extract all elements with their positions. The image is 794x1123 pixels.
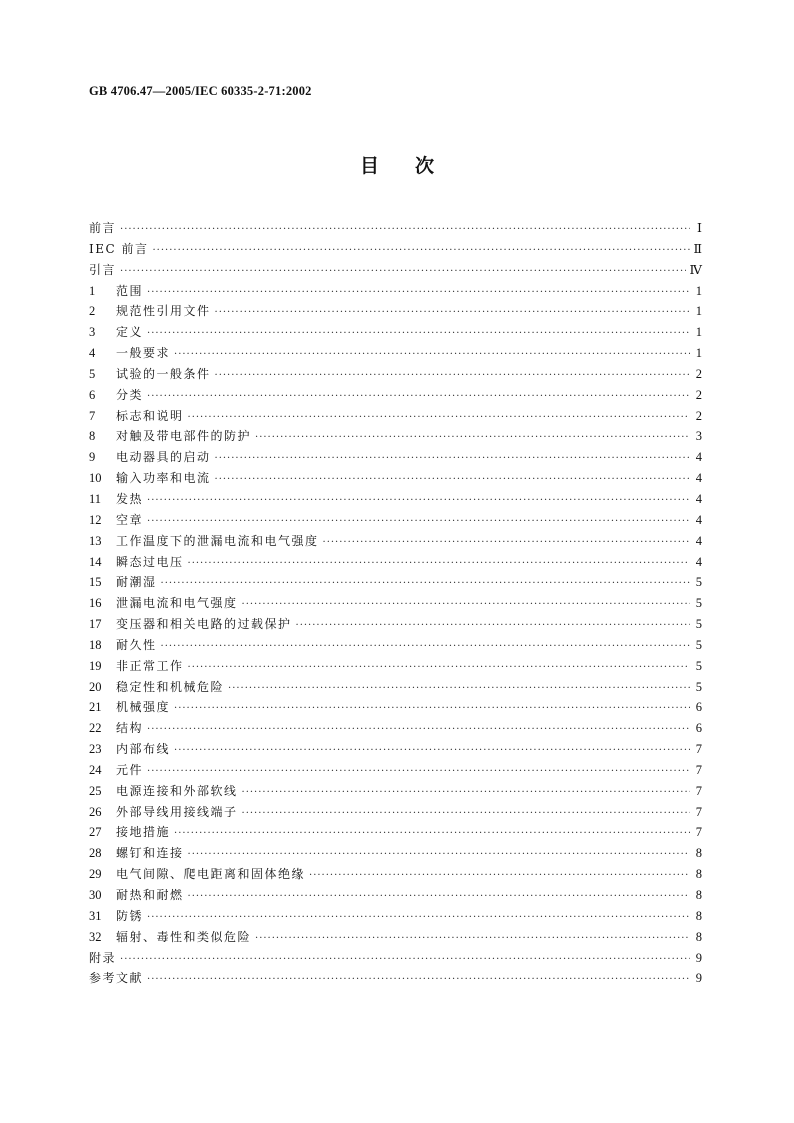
toc-entry-number: 31	[89, 908, 102, 923]
toc-entry-page: 1	[695, 325, 702, 340]
toc-entry-number: 14	[89, 554, 102, 569]
toc-entry[interactable]	[89, 781, 702, 802]
toc-entry-title: 辐射、毒性和类似危险	[116, 929, 252, 944]
toc-entry-page: 9	[695, 950, 702, 965]
toc-entry-number: 26	[89, 804, 102, 819]
toc-entry[interactable]	[89, 260, 702, 281]
toc-entry-title: 规范性引用文件	[116, 304, 211, 319]
toc-entry-title: 引言	[89, 262, 117, 277]
toc-entry-number: 13	[89, 533, 102, 548]
toc-leader-dots	[147, 491, 690, 512]
toc-entry-number: 10	[89, 471, 102, 486]
toc-entry-page: 8	[695, 908, 702, 923]
toc-entry-title: 内部布线	[116, 742, 171, 757]
toc-leader-dots	[215, 303, 690, 324]
toc-entry-page: 7	[695, 742, 702, 757]
toc-leader-dots	[242, 595, 690, 616]
toc-leader-dots	[242, 804, 690, 825]
toc-entry[interactable]	[89, 531, 702, 552]
toc-entry-page: 4	[695, 450, 702, 465]
toc-entry-title: 耐热和耐燃	[116, 888, 184, 902]
toc-entry-title: 耐潮湿	[116, 575, 157, 590]
toc-entry-title: 接地措施	[116, 825, 171, 840]
toc-entry-title: 空章	[116, 512, 144, 527]
toc-entry-title: 试验的一般条件	[116, 366, 211, 381]
toc-entry-number: 7	[89, 408, 96, 423]
toc-entry-page: 1	[695, 304, 702, 319]
toc-entry[interactable]	[89, 718, 702, 739]
toc-entry-title: 稳定性和机械危险	[116, 679, 225, 694]
toc-entry-number: 23	[89, 742, 102, 757]
toc-entry-number: 29	[89, 867, 102, 882]
toc-entry[interactable]	[89, 906, 702, 927]
toc-entry-title: 电源连接和外部软线	[116, 783, 238, 798]
toc-entry-title: 电气间隙、爬电距离和固体绝缘	[116, 867, 306, 882]
table-of-contents	[89, 218, 702, 989]
toc-leader-dots	[147, 908, 690, 929]
toc-leader-dots	[323, 533, 690, 554]
toc-leader-dots	[215, 449, 690, 470]
toc-entry-number: 1	[89, 283, 96, 298]
toc-entry-page: 8	[695, 929, 702, 944]
toc-entry-page: 9	[695, 971, 702, 986]
toc-entry-title: 附录	[89, 950, 117, 965]
toc-leader-dots	[242, 783, 690, 804]
toc-entry[interactable]	[89, 364, 702, 385]
toc-entry-page: 4	[695, 471, 702, 486]
toc-entry-number: 28	[89, 846, 102, 861]
toc-entry-title: 分类	[116, 387, 144, 402]
toc-leader-dots	[147, 324, 690, 345]
toc-entry-title: 泄漏电流和电气强度	[116, 596, 238, 611]
toc-entry-page: 7	[695, 762, 702, 777]
toc-entry-number: 22	[89, 721, 102, 736]
toc-entry[interactable]	[89, 760, 702, 781]
toc-entry-page: 8	[695, 846, 702, 861]
toc-leader-dots	[147, 720, 690, 741]
toc-leader-dots	[120, 220, 690, 241]
toc-entry-page: Ⅰ	[697, 221, 702, 235]
toc-leader-dots	[296, 616, 690, 637]
toc-entry-page: 6	[695, 700, 702, 715]
toc-leader-dots	[215, 470, 690, 491]
toc-leader-dots	[147, 970, 690, 991]
toc-entry[interactable]	[89, 218, 702, 239]
toc-entry-number: 9	[89, 450, 96, 465]
toc-entry-page: 5	[695, 575, 702, 590]
toc-entry-title: 范围	[116, 283, 144, 298]
toc-entry[interactable]	[89, 489, 702, 510]
toc-entry[interactable]	[89, 864, 702, 885]
toc-entry-title: 瞬态过电压	[116, 554, 184, 569]
toc-entry-number: 18	[89, 637, 102, 652]
toc-entry-page: 8	[695, 888, 702, 902]
toc-entry-page: 1	[695, 283, 702, 298]
toc-leader-dots	[309, 866, 690, 887]
toc-entry-number: 6	[89, 387, 96, 402]
toc-entry[interactable]	[89, 739, 702, 760]
toc-entry-number: 8	[89, 429, 96, 444]
toc-entry-number: 16	[89, 596, 102, 611]
toc-entry-page: Ⅱ	[693, 241, 702, 256]
toc-entry-page: 7	[695, 783, 702, 798]
toc-entry-number: 17	[89, 617, 102, 632]
toc-entry-number: 5	[89, 366, 96, 381]
toc-leader-dots	[215, 366, 690, 387]
toc-entry[interactable]	[89, 239, 702, 260]
toc-leader-dots	[161, 637, 690, 658]
toc-entry[interactable]	[89, 822, 702, 843]
toc-entry-title: 参考文献	[89, 971, 144, 986]
toc-entry-number: 15	[89, 575, 102, 590]
toc-entry-page: 7	[695, 825, 702, 840]
toc-entry-page: 2	[695, 366, 702, 381]
standard-id-header: GB 4706.47—2005/IEC 60335-2-71:2002	[89, 84, 312, 98]
toc-entry[interactable]	[89, 510, 702, 531]
toc-entry[interactable]	[89, 677, 702, 698]
toc-entry[interactable]	[89, 885, 702, 906]
toc-entry[interactable]	[89, 572, 702, 593]
toc-entry-title: 一般要求	[116, 346, 171, 361]
toc-leader-dots	[147, 283, 690, 304]
toc-leader-dots	[188, 408, 690, 429]
toc-entry-page: 5	[695, 596, 702, 611]
toc-leader-dots	[174, 345, 690, 366]
toc-entry-page: 8	[695, 867, 702, 882]
toc-entry[interactable]	[89, 322, 702, 343]
toc-entry-page: 6	[695, 721, 702, 736]
toc-entry-title: 非正常工作	[116, 658, 184, 673]
toc-leader-dots	[188, 658, 690, 679]
toc-entry-number: 25	[89, 783, 102, 798]
toc-entry-page: 4	[695, 533, 702, 548]
toc-entry-page: 3	[695, 429, 702, 444]
toc-entry[interactable]	[89, 656, 702, 677]
toc-entry-title: 输入功率和电流	[116, 471, 211, 486]
toc-entry-number: 11	[89, 491, 102, 506]
toc-entry-title: 元件	[116, 762, 144, 777]
toc-entry-title: 变压器和相关电路的过载保护	[116, 617, 292, 632]
toc-entry-title: 标志和说明	[116, 408, 184, 423]
toc-leader-dots	[147, 762, 690, 783]
toc-entry-title: 螺钉和连接	[116, 846, 184, 861]
toc-entry-number: 30	[89, 888, 102, 902]
toc-leader-dots	[174, 741, 690, 762]
toc-entry-page: 4	[695, 512, 702, 527]
toc-leader-dots	[188, 887, 690, 908]
toc-leader-dots	[153, 241, 690, 262]
toc-entry[interactable]	[89, 614, 702, 635]
toc-entry[interactable]	[89, 406, 702, 427]
toc-entry-title: 机械强度	[116, 700, 171, 715]
toc-entry[interactable]	[89, 697, 702, 718]
toc-entry-number: 21	[89, 700, 102, 715]
toc-leader-dots	[174, 699, 690, 720]
toc-leader-dots	[255, 428, 690, 449]
toc-entry[interactable]	[89, 468, 702, 489]
toc-entry-title: 电动器具的启动	[116, 450, 211, 465]
toc-entry[interactable]	[89, 281, 702, 302]
toc-entry-number: 2	[89, 304, 96, 319]
toc-entry-number: 27	[89, 825, 102, 840]
toc-entry-page: 1	[695, 346, 702, 361]
toc-entry[interactable]	[89, 552, 702, 573]
toc-entry-title: IEC 前言	[89, 241, 149, 256]
toc-entry-title: 耐久性	[116, 637, 157, 652]
toc-entry[interactable]	[89, 802, 702, 823]
page-title: 目次	[359, 155, 470, 177]
toc-entry[interactable]	[89, 927, 702, 948]
toc-entry-page: Ⅳ	[689, 262, 702, 277]
toc-entry-number: 20	[89, 679, 102, 694]
toc-leader-dots	[188, 845, 690, 866]
toc-entry[interactable]	[89, 447, 702, 468]
toc-entry-page: 4	[695, 554, 702, 569]
toc-entry[interactable]	[89, 948, 702, 969]
toc-entry-number: 32	[89, 929, 102, 944]
toc-entry-title: 定义	[116, 325, 144, 340]
toc-entry[interactable]	[89, 343, 702, 364]
toc-entry-title: 发热	[116, 491, 144, 506]
toc-entry[interactable]	[89, 843, 702, 864]
toc-entry-number: 12	[89, 512, 102, 527]
toc-leader-dots	[228, 679, 690, 700]
toc-entry-title: 前言	[89, 221, 117, 235]
toc-entry[interactable]	[89, 968, 702, 989]
toc-entry[interactable]	[89, 385, 702, 406]
toc-entry-title: 外部导线用接线端子	[116, 804, 238, 819]
toc-entry-title: 对触及带电部件的防护	[116, 429, 252, 444]
toc-entry[interactable]	[89, 593, 702, 614]
toc-entry-page: 5	[695, 658, 702, 673]
toc-entry-number: 3	[89, 325, 96, 340]
toc-entry-page: 7	[695, 804, 702, 819]
toc-leader-dots	[174, 824, 690, 845]
toc-entry-title: 工作温度下的泄漏电流和电气强度	[116, 533, 319, 548]
toc-entry-page: 2	[695, 387, 702, 402]
toc-entry[interactable]	[89, 635, 702, 656]
toc-leader-dots	[161, 574, 690, 595]
toc-entry-page: 5	[695, 637, 702, 652]
toc-leader-dots	[120, 950, 690, 971]
toc-entry-title: 结构	[116, 721, 144, 736]
toc-entry-number: 4	[89, 346, 96, 361]
toc-entry[interactable]	[89, 301, 702, 322]
toc-entry-page: 5	[695, 617, 702, 632]
toc-leader-dots	[147, 512, 690, 533]
toc-entry[interactable]	[89, 426, 702, 447]
toc-entry-number: 19	[89, 658, 102, 673]
toc-leader-dots	[188, 554, 690, 575]
toc-entry-page: 4	[695, 491, 702, 506]
toc-leader-dots	[255, 929, 690, 950]
toc-leader-dots	[120, 262, 685, 283]
toc-entry-title: 防锈	[116, 908, 144, 923]
toc-entry-number: 24	[89, 762, 102, 777]
toc-entry-page: 2	[695, 408, 702, 423]
toc-leader-dots	[147, 387, 690, 408]
toc-entry-page: 5	[695, 679, 702, 694]
